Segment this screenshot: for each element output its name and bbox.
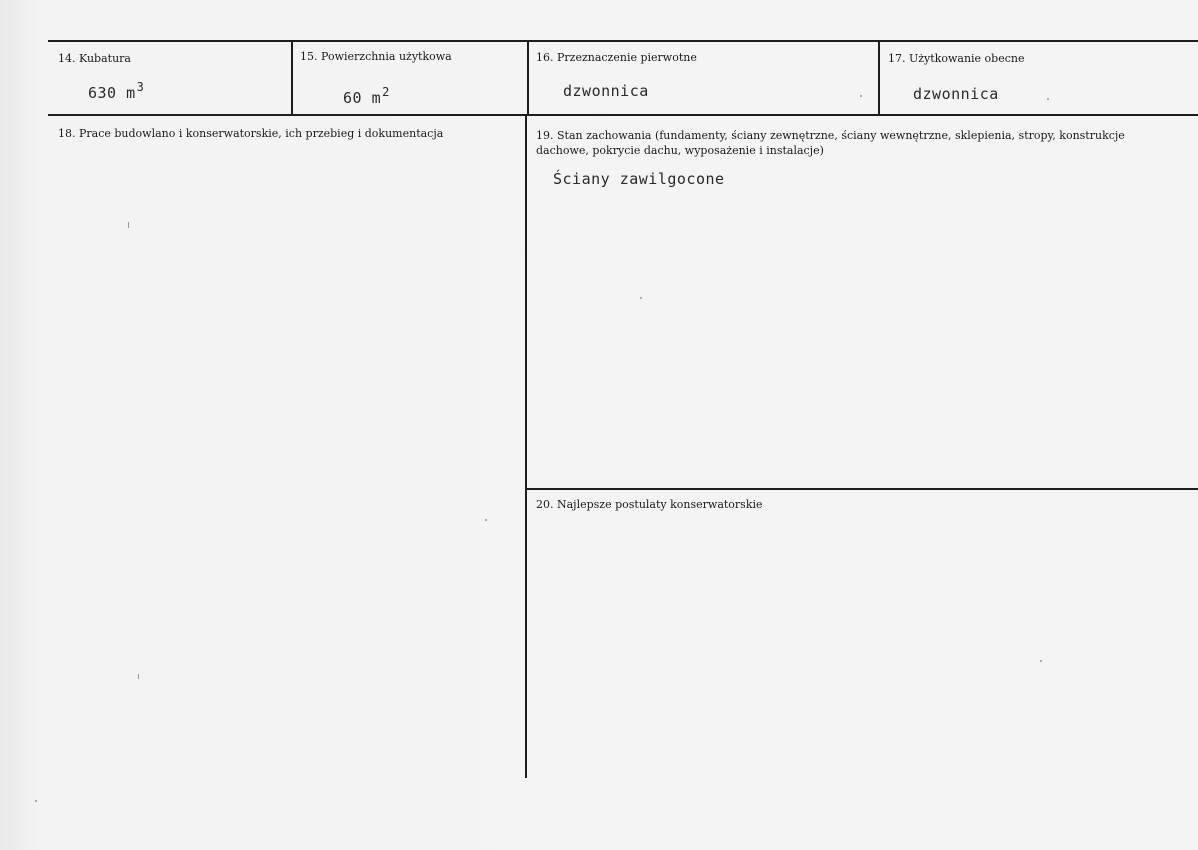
field-15-unit-exponent: 2: [382, 85, 390, 99]
divider-19-20: [525, 488, 1198, 490]
field-15-value-text: 60 m: [343, 89, 382, 107]
header-bottom-rule: [48, 114, 1198, 116]
scan-speck: [35, 800, 37, 802]
field-14-value: [88, 80, 144, 102]
field-14-label: 14. Kubatura: [58, 52, 131, 65]
field-18-label: 18. Prace budowlano i konserwatorskie, ich przebieg i dokumentacja: [58, 127, 444, 140]
main-vertical-divider: [525, 114, 527, 778]
top-rule: [48, 40, 1198, 42]
field-15-label: 15. Powierzchnia użytkowa: [300, 50, 452, 63]
field-20-label: 20. Najlepsze postulaty konserwatorskie: [536, 498, 763, 511]
field-17-label: 17. Użytkowanie obecne: [888, 52, 1025, 65]
field-14-value-text: 630 m: [88, 84, 136, 102]
scan-speck: [1040, 660, 1042, 662]
scan-speck: [860, 95, 862, 97]
scan-speck: [485, 519, 487, 521]
field-15-value: [343, 85, 390, 107]
divider-16-17: [878, 40, 880, 116]
scan-speck: [1047, 98, 1049, 100]
divider-15-16: [527, 40, 529, 116]
field-14-unit-exponent: 3: [136, 80, 145, 94]
field-16-label: 16. Przeznaczenie pierwotne: [536, 51, 697, 64]
divider-14-15: [291, 40, 293, 116]
field-16-value: dzwonnica: [563, 82, 649, 100]
field-19-value: Ściany zawilgocone: [553, 170, 725, 188]
field-19-label: 19. Stan zachowania (fundamenty, ściany zewnętrzne, ściany wewnętrzne, sklepienia, stropy, konstrukcje dachowe, pokrycie dachu, wyposażenie i instalacje): [536, 129, 1125, 157]
scan-speck: [640, 297, 642, 299]
scan-speck: [138, 674, 139, 679]
field-17-value: dzwonnica: [913, 85, 999, 103]
scan-speck: [128, 222, 129, 228]
